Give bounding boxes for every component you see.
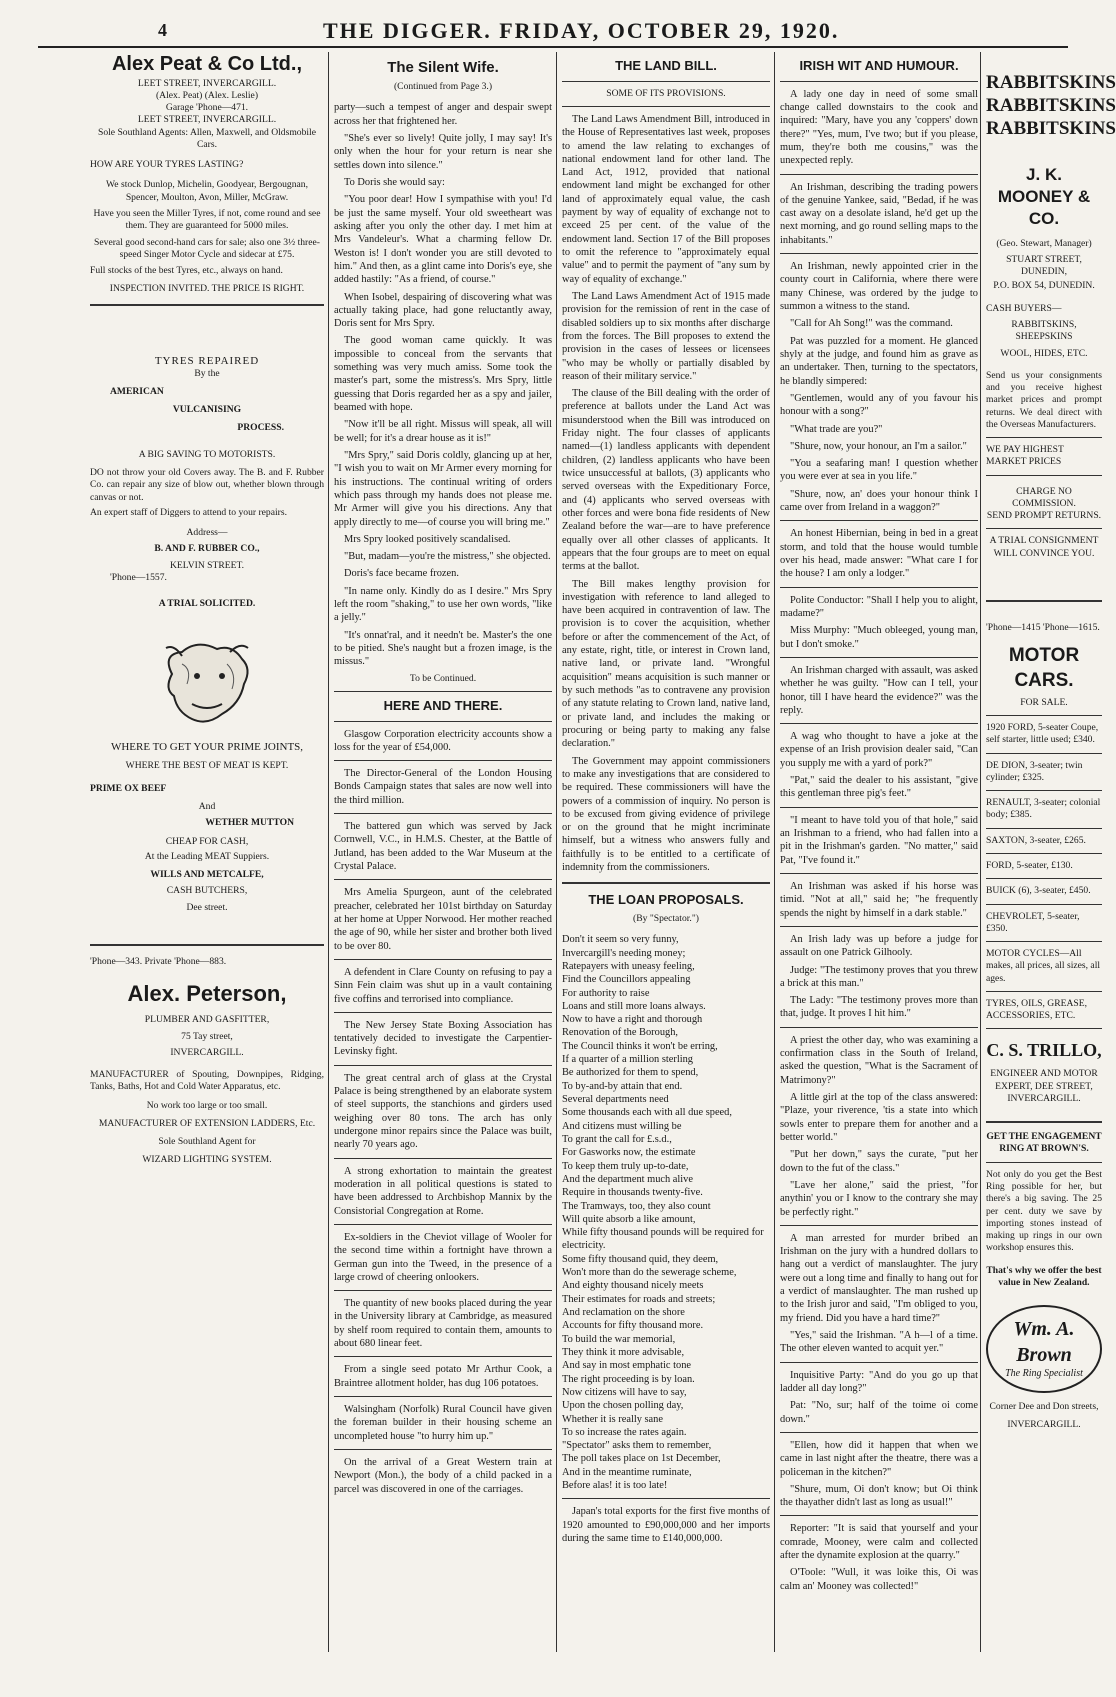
peat-stocks: Full stocks of the best Tyres, etc., always on hand. <box>90 265 283 277</box>
rabbitskins-line: RABBITSKINS <box>986 94 1116 116</box>
silent-para: party—such a tempest of anger and despair swept across her that frightened her. <box>334 102 552 127</box>
ring-why: That's why we offer the best value in New Zealand. <box>986 1264 1102 1288</box>
ring-title: GET THE ENGAGEMENT RING AT BROWN'S. <box>986 1131 1102 1155</box>
here-and-there-title: HERE AND THERE. <box>383 697 503 713</box>
verse-line: Their estimates for roads and streets; <box>562 1293 716 1305</box>
irish-para: "What trade are you?" <box>790 423 883 435</box>
silent-para: To Doris she would say: <box>344 177 445 189</box>
ring-body: Not only do you get the Best Ring possible for her, but there's a big saving. The 25 per cent. duty we save by importing stones instead of making up rings in our own workshop ensures this. <box>986 1168 1102 1254</box>
silent-para: "But, madam—you're the mistress," she objected. <box>344 551 551 563</box>
silent-wife-end: To be Continued. <box>409 672 477 684</box>
irish-para: An Irishman, newly appointed crier in the county court in California, where there were many Chinese, was ordered by the judge to summon a witness to the stand. <box>780 261 978 312</box>
motor-for-sale: FOR SALE. <box>1020 696 1068 708</box>
silent-para: The good woman came quickly. It was impossible to conceal from the servants that something was very much amiss. Some took the master's part, some the mistress's. Mrs Spry, little guessing that Doris regarded her as a spy and jailer, beamed with hope. <box>334 335 552 414</box>
rabbitskins-line: RABBITSKINS <box>986 117 1116 139</box>
verse-line: And say in most emphatic tone <box>562 1360 691 1372</box>
car-item: BUICK (6), 3-seater, £450. <box>986 885 1091 897</box>
newspaper-page <box>38 18 1116 1686</box>
trillo-sub: ENGINEER AND MOTOR EXPERT, DEE STREET, INVERCARGILL. <box>990 1068 1098 1104</box>
here-para: A strong exhortation to maintain the greatest moderation in all political questions is stated to have been addressed to Archbishop Mannix by the Consistorial Congregation at Rome. <box>334 1165 552 1217</box>
mooney-street: STUART STREET, DUNEDIN, <box>1006 253 1082 278</box>
meat-beef: PRIME OX BEEF <box>90 782 167 794</box>
tyres-title: TYRES REPAIRED <box>154 354 260 367</box>
peat-stock: We stock Dunlop, Michelin, Goodyear, Bergougnan, Spencer, Moulton, Avon, Miller, McGraw. <box>106 179 308 203</box>
column-rule <box>556 52 557 1652</box>
peterson-town: INVERCARGILL. <box>170 1046 244 1058</box>
irish-para: A little girl at the top of the class answered: "Plaze, your riverence, 'tis a state into which sowls enter to prepare them for another and a better world." <box>780 1092 978 1143</box>
irish-para: "Put her down," says the curate, "put her down to the fut of the class." <box>780 1149 978 1174</box>
silent-wife-title: The Silent Wife. <box>387 59 499 76</box>
tyres-company: B. AND F. RUBBER CO., <box>154 543 260 555</box>
tyres-company2: VULCANISING <box>172 404 242 416</box>
mooney-send: Send us your consignments and you receive highest market prices and prompt returns. We deal direct with the Overseas Manufacturers. <box>986 369 1102 430</box>
brown-logo-sub: The Ring Specialist <box>1005 1368 1083 1380</box>
column-rule <box>980 52 981 1652</box>
verse-line: The right proceeding is by loan. <box>562 1373 695 1385</box>
rabbitskins-line: RABBITSKINS <box>986 72 1116 93</box>
peterson-ladders: MANUFACTURER OF EXTENSION LADDERS, Etc. <box>98 1117 316 1129</box>
ox-head-illustration <box>152 634 262 734</box>
here-para: The New Jersey State Boxing Association has tentatively decided to investigate the Carpentier-Levinsky fight. <box>334 1019 552 1058</box>
peterson-manufacturer: MANUFACTURER of Spouting, Downpipes, Ridging, Tanks, Baths, Hot and Cold Water Apparatus, etc. <box>90 1069 324 1093</box>
silent-para: Doris's face became frozen. <box>344 568 459 580</box>
tyres-by: By the <box>194 367 220 379</box>
verse-line: For authority to raise <box>562 987 650 999</box>
irish-para: "Ellen, how did it happen that when we came in last night after the theatre, there was a policeman in the kitchen?" <box>780 1439 978 1478</box>
peat-question: HOW ARE YOUR TYRES LASTING? <box>90 159 244 171</box>
mooney-box: P.O. BOX 54, DUNEDIN. <box>993 280 1095 292</box>
peat-street: LEET STREET, INVERCARGILL. <box>137 77 277 89</box>
column-rule <box>774 52 775 1652</box>
land-para: The Government may appoint commissioners to make any investigations that are considered to be required. These commissioners will have the powers of a commission of inquiry. No person is to be excused from giving evidence of privilege or on the ground that he might incriminate himself, but a witness who answers fully and faithfully is to be entitled to a certificate of indemnity from the commissioners. <box>562 755 770 874</box>
irish-para: An Irishman charged with assault, was asked whether he was guilty. "How can I tell, your honor, till I have heard the evidence?" was the reply. <box>780 664 978 716</box>
verse-line: Whether it is really sane <box>562 1413 663 1425</box>
car-item: DE DION, 3-seater; twin cylinder; £325. <box>986 759 1083 783</box>
meat-cheap: CHEAP FOR CASH, <box>165 835 249 847</box>
motor-phones: 'Phone—1415 'Phone—1615. <box>986 621 1100 633</box>
tyres-company3: PROCESS. <box>237 422 284 434</box>
verse-line: Will quite absorb a like amount, <box>562 1213 696 1225</box>
tyres-phone: 'Phone—1557. <box>110 571 167 583</box>
verse-line: And reclamation on the shore <box>562 1307 685 1319</box>
irish-para: An honest Hibernian, being in bed in a great storm, and told that the house would tumble over his head, made answer: "What care I for the house? I am only a lodger." <box>780 528 978 580</box>
here-para: A defendent in Clare County on refusing to pay a Sinn Fein claim was shut up in a vault containing five coffins and terrorised into compliance. <box>334 966 552 1005</box>
masthead <box>38 18 1068 48</box>
irish-para: "Call for Ah Song!" was the command. <box>790 318 953 330</box>
verse-line: While fifty thousand pounds will be required for electricity. <box>562 1227 764 1252</box>
verse-line: If a quarter of a million sterling <box>562 1054 693 1066</box>
irish-para: A wag who thought to have a joke at the expense of an Irish provision dealer said, "Can you supply me with a yard of pork?" <box>780 731 978 769</box>
verse-line: To build the war memorial, <box>562 1333 676 1345</box>
mooney-send-returns: SEND PROMPT RETURNS. <box>986 510 1102 522</box>
here-para: The Director-General of the London Housing Bonds Campaign states that sales are now well into the third million. <box>334 768 552 806</box>
peat-street2: LEET STREET, INVERCARGILL. <box>137 114 277 126</box>
irish-para: "Yes," said the Irishman. "A h—l of a time. The other eleven wanted to acquit yer." <box>780 1330 978 1355</box>
verse-line: Loans and still more loans always. <box>562 1000 706 1012</box>
column-irish-wit <box>780 52 978 1652</box>
verse-line: They think it more advisable, <box>562 1346 685 1358</box>
verse-line: Now citizens will have to say, <box>562 1386 687 1398</box>
column-land-bill <box>562 52 770 1652</box>
trillo-name: C. S. TRILLO, <box>986 1040 1102 1061</box>
masthead-title: THE DIGGER. FRIDAY, OCTOBER 29, 1920. <box>323 18 840 43</box>
silent-para: "Now it'll be all right. Missus will speak, all will be well; for it's a drear house as it is!" <box>334 419 552 444</box>
column-rule <box>328 52 329 1652</box>
meat-street: Dee street. <box>186 901 228 913</box>
land-para: The Bill makes lengthy provision for investigation with reference to land alleged to have been acquired in contravention of law. The provision is to cover the acquisition, whether before or after the commencement of the Act, of any estate, right, title, or interest in Crown land, native land, or private land. "Wrongful acquisition" means acquisition is such manner or by such methods "as to contravene any provision of any statute relating to Crown land, native land, or private land, and includes the making or procuring or being party to making any false declaration." <box>562 578 770 750</box>
verse-line: To keep them truly up-to-date, <box>562 1160 689 1172</box>
silent-para: "She's ever so lively! Quite jolly, I may say! It's only when the hour for your return is near she settles down into silence." <box>334 133 552 171</box>
brown-logo <box>986 1305 1102 1393</box>
land-bill-title: THE LAND BILL. <box>615 58 717 73</box>
peterson-no-work: No work too large or too small. <box>146 1099 268 1111</box>
peat-name: Alex Peat & Co Ltd., <box>111 53 303 75</box>
motor-title: MOTOR CARS. <box>1008 645 1080 691</box>
irish-para: "I meant to have told you of that hole," said an Irishman to a friend, who had fallen into a pit in the Irishman's garden. "No matter," said Pat, "I've found it." <box>780 814 978 866</box>
verse-line: And the department much alive <box>562 1173 693 1185</box>
irish-para: "You a seafaring man! I question whether you were ever at sea in you life." <box>780 458 978 483</box>
meat-title: WHERE TO GET YOUR PRIME JOINTS, <box>110 741 304 754</box>
irish-para: A lady one day in need of some small change called downstairs to the cook and inquired: "Mary, have you any 'coppers' down there?" "Yes, mum, I've two; but if you please, mum, they're both me cousins," was the unexpected reply. <box>780 88 978 167</box>
meat-sub: WHERE THE BEST OF MEAT IS KEPT. <box>125 760 289 772</box>
irish-para: An Irish lady was up before a judge for assault on one Patrick Gilhooly. <box>780 933 978 959</box>
mooney-goods1: RABBITSKINS, SHEEPSKINS <box>1011 318 1077 343</box>
here-para: On the arrival of a Great Western train at Newport (Mon.), the body of a child packed in a parcel was discovered in one of the carriages. <box>334 1456 552 1495</box>
verse-line: The poll takes place on 1st December, <box>562 1453 721 1465</box>
peterson-street: 75 Tay street, <box>181 1030 233 1042</box>
verse-line: To by-and-by attain that end. <box>562 1080 683 1092</box>
peterson-trade: PLUMBER AND GASFITTER, <box>144 1014 270 1026</box>
irish-para: Reporter: "It is said that yourself and your comrade, Mooney, were calm and collected after the dynamite explosion at the quarry." <box>780 1523 978 1562</box>
car-item: SAXTON, 3-seater, £265. <box>986 834 1086 846</box>
peterson-wizard: WIZARD LIGHTING SYSTEM. <box>142 1154 272 1166</box>
silent-para: "You poor dear! How I sympathise with you! I'd be just the same myself. Your old sweetheart was asking after you only the other day. I met him at Mrs Vandeleur's. What a charming fellow Dr. Weston is! I don't wonder you are still devoted to him." And then, as a glint came into Doris's eye, she added hastily: "As a friend, of course." <box>334 194 552 286</box>
irish-para: "Shure, now, your honour, an I'm a sailor." <box>790 440 967 452</box>
here-para: Mrs Amelia Spurgeon, aunt of the celebrated preacher, celebrated her 101st birthday on Saturday at her home at Upper Norwood. Her mother reached the age of 90, while her sister and brother both lived to be over 80. <box>334 887 552 952</box>
peat-partners: (Alex. Peat) (Alex. Leslie) <box>155 89 259 101</box>
peat-phone: Garage 'Phone—471. <box>165 102 249 114</box>
verse-line: Renovation of the Borough, <box>562 1027 679 1039</box>
verse-line: For Gasworks now, the estimate <box>562 1147 696 1159</box>
meat-leading: At the Leading MEAT Suppiers. <box>144 850 270 862</box>
verse-line: Find the Councillors appealing <box>562 974 691 986</box>
irish-para: O'Toole: "Wull, it was loike this, Oi was calm an' Mooney was collected!" <box>780 1567 978 1592</box>
meat-and: And <box>198 800 216 812</box>
here-para: Ex-soldiers in the Cheviot village of Wooler for the second time within a fortnight have thrown a German gun into the Tweed, in the presence of a large crowd of cheering onlookers. <box>334 1231 552 1283</box>
verse-line: Invercargill's needing money; <box>562 947 686 959</box>
silent-wife-continued: (Continued from Page 3.) <box>393 81 493 93</box>
here-para: The battered gun which was served by Jack Cornwell, V.C., in H.M.S. Chester, at the Battle of Jutland, has been added to the War Museum at the Crystal Palace. <box>334 821 552 873</box>
silent-para: Mrs Spry looked positively scandalised. <box>344 533 511 545</box>
peat-inspection: INSPECTION INVITED. THE PRICE IS RIGHT. <box>109 283 305 295</box>
verse-line: Several departments need <box>562 1094 669 1106</box>
irish-para: "Lave her alone," said the priest, "for anythin' you or I know to the contrary she may be perfectly right." <box>780 1179 978 1218</box>
verse-line: Require in thousands twenty-five. <box>562 1187 703 1199</box>
car-item: MOTOR CYCLES—All makes, all prices, all sizes, all ages. <box>986 948 1101 984</box>
car-item: 1920 FORD, 5-seater Coupe, self starter, little used; £340. <box>986 722 1099 746</box>
loan-title: THE LOAN PROPOSALS. <box>588 892 744 908</box>
silent-para: "In name only. Kindly do as I desire." Mrs Spry left the room "shaking," to use her own words, "like a jelly." <box>334 585 552 624</box>
mooney-manager: (Geo. Stewart, Manager) <box>996 237 1092 249</box>
irish-para: Inquisitive Party: "And do you go up that ladder all day long?" <box>780 1369 978 1394</box>
irish-para: "Pat," said the dealer to his assistant, "give this gentleman three pig's feet." <box>780 775 978 800</box>
irish-para: A priest the other day, who was examining a confirmation class in the South of Ireland, asked the question, "What is the Sacrament of Matrimony?" <box>780 1034 978 1086</box>
tyres-saving: A BIG SAVING TO MOTORISTS. <box>138 448 276 460</box>
here-para: The quantity of new books placed during the year in the University library at Cambridge, as measured by shelf room required to contain them, amounts to about 680 linear feet. <box>334 1298 552 1350</box>
verse-line: Some fifty thousand quid, they deem, <box>562 1253 719 1265</box>
peat-miller: Have you seen the Miller Tyres, if not, come round and see them. They are guaranteed for 5000 miles. <box>93 207 321 232</box>
silent-para: When Isobel, despairing of discovering what was actually taking place, had gone reluctantly away, Doris sent for Mrs Spry. <box>334 291 552 330</box>
brown-logo-name: Wm. A. Brown <box>1013 1318 1075 1366</box>
verse-line: Upon the chosen polling day, <box>562 1400 684 1412</box>
verse-line: Before alas! it is too late! <box>562 1480 668 1492</box>
verse-line: Don't it seem so very funny, <box>562 934 679 946</box>
here-para: Glasgow Corporation electricity accounts show a loss for the year of £54,000. <box>334 728 552 753</box>
verse-line: Ratepayers with uneasy feeling, <box>562 960 695 972</box>
silent-para: "Mrs Spry," said Doris coldly, glancing up at her, "I wish you to wait on Mr Armer every morning for his instructions. The continual writing of orders which pass through my hands does not please me. Mr Armer will give you his directions. Any that apply directly to me—of course you will bring me." <box>334 449 552 528</box>
car-item: RENAULT, 3-seater; colonial body; £385. <box>986 797 1101 821</box>
verse-line: And eighty thousand nicely meets <box>562 1280 704 1292</box>
car-item: TYRES, OILS, GREASE, ACCESSORIES, ETC. <box>986 997 1088 1022</box>
verse-line: Some thousands each with all due speed, <box>562 1107 732 1119</box>
tyres-trial: A TRIAL SOLICITED. <box>158 598 256 610</box>
here-para: From a single seed potato Mr Arthur Cook, a Braintree allotment holder, has dug 106 potatoes. <box>334 1364 552 1389</box>
peat-agents: Sole Southland Agents: Allen, Maxwell, and Oldsmobile Cars. <box>98 126 316 150</box>
land-bill-sub: SOME OF ITS PROVISIONS. <box>606 87 726 99</box>
irish-para: "Shure, now, an' does your honour think I came over from Ireland in a waggon?" <box>780 488 978 514</box>
meat-firm: WILLS AND METCALFE, <box>150 869 264 881</box>
irish-para: Miss Murphy: "Much obleeged, young man, but I don't smoke." <box>780 625 978 650</box>
verse-line: Won't more than do the sewerage scheme, <box>562 1267 737 1279</box>
verse-line: Now to have a right and thorough <box>562 1014 703 1026</box>
irish-para: An Irishman, describing the trading powers of the genuine Yankee, said, "Bedad, if he was cast away on a desolate island, he'd get up the next morning, and go round selling maps to the inhabitants." <box>780 181 978 246</box>
meat-butchers: CASH BUTCHERS, <box>166 885 248 897</box>
peterson-phones: 'Phone—343. Private 'Phone—883. <box>90 955 227 967</box>
brown-town: INVERCARGILL. <box>1007 1419 1081 1431</box>
peat-secondhand: Several good second-hand cars for sale; also one 3½ three-speed Singer Motor Cycle and sidecar at £75. <box>94 236 320 260</box>
verse-line: To grant the call for £.s.d., <box>562 1133 672 1145</box>
tyres-body2: An expert staff of Diggers to attend to your repairs. <box>90 506 287 518</box>
mooney-pay: WE PAY HIGHEST MARKET PRICES <box>986 444 1064 468</box>
irish-para: An Irishman was asked if his horse was timid. "Not at all," said he; "he frequently spends the night by himself in a dark stable." <box>780 880 978 919</box>
tyres-company1: AMERICAN <box>110 385 164 397</box>
verse-line: Be authorized for them to spend, <box>562 1067 699 1079</box>
column-silent-wife <box>334 52 552 1652</box>
verse-line: To so increase the rates again. <box>562 1426 687 1438</box>
irish-para: "Gentlemen, would any of you favour his honour with a song?" <box>780 392 978 418</box>
page-number: 4 <box>158 20 167 40</box>
tyres-address-label: Address— <box>186 527 228 539</box>
mooney-buyers: CASH BUYERS— <box>986 302 1062 314</box>
mooney-trial: A TRIAL CONSIGNMENT WILL CONVINCE YOU. <box>989 535 1099 559</box>
irish-wit-title: IRISH WIT AND HUMOUR. <box>799 58 959 73</box>
verse-line: And in the meantime ruminate, <box>562 1466 692 1478</box>
verse-line: The Tramways, too, they also count <box>562 1200 711 1212</box>
peterson-name: Alex. Peterson, <box>127 981 287 1007</box>
here-para: Walsingham (Norfolk) Rural Council have given the foreman builder in their housing scheme an uncompleted house "to hurry him up." <box>334 1404 552 1442</box>
mooney-name: J. K. MOONEY & CO. <box>997 165 1091 228</box>
land-para: The Land Laws Amendment Act of 1915 made provision for the remission of rent in the case of disabled soldiers up to six months after discharge from the forces. The Bill proposes to extend the provision in the cases of lessees or licensees "who may be wholly or partially disabled by reason of their military service." <box>562 290 770 382</box>
brown-corner: Corner Dee and Don streets, <box>989 1401 1099 1413</box>
verse-line: Accounts for fifty thousand more. <box>562 1320 704 1332</box>
irish-para: The Lady: "The testimony proves more than that, judge. It proves I hit him." <box>780 995 978 1020</box>
verse-line: And citizens must willing be <box>562 1120 682 1132</box>
mooney-charge: CHARGE NO COMMISSION. <box>1012 485 1076 509</box>
verse-line: "Spectator" asks them to remember, <box>562 1440 712 1452</box>
irish-para: A man arrested for murder bribed an Irishman on the jury with a hundred dollars to hang out a verdict of manslaughter. The jury were out a long time and finally to hang out for a verdict of manslaughter. The man rushed up to the Irish juror and said, "I'm obliged to you, my friend. Did you have a hard time?" <box>780 1232 978 1324</box>
here-para: The great central arch of glass at the Crystal Palace is being strengthened by an elaborate system of steel supports, the stanchions and girders used weighing over 80 tons. The arch has only undergone minor repairs since the Palace was built, nearly 70 years ago. <box>334 1072 552 1151</box>
land-para: The clause of the Bill dealing with the order of preference at ballots under the Land Act was misunderstood when the Bill was introduced on Friday night. The four classes of applicants named—(1) landless applicants with dependent children, (2) landless applicants who have been twice unsuccessful at ballots, (3) applicants who served overseas with the Expeditionary Force, and (4) applicants who served overseas with other forces and were bona fide residents of New Zealand before the war—are to have preference equally over all other classes of applicants. It appears that the four groups are to meet on equal terms at the ballot. <box>562 388 770 573</box>
meat-mutton: WETHER MUTTON <box>205 817 294 829</box>
japan-exports: Japan's total exports for the first five months of 1920 amounted to £90,000,000 and her imports during the same time to £140,000,000. <box>562 1506 770 1545</box>
irish-para: Judge: "The testimony proves that you threw a brick at this man." <box>780 964 978 989</box>
irish-para: Polite Conductor: "Shall I help you to alight, madame?" <box>780 594 978 619</box>
tyres-street: KELVIN STREET. <box>169 559 245 571</box>
loan-byline: (By "Spectator.") <box>633 913 699 925</box>
column-ads-right <box>986 52 1116 1652</box>
irish-para: Pat: "No, sur; half of the toime oi come down." <box>780 1400 978 1425</box>
irish-para: "Shure, mum, Oi don't know; but Oi think the thayather didn't last as long as usual!" <box>780 1483 978 1509</box>
car-item: CHEVROLET, 5-seater, £350. <box>986 910 1080 934</box>
peterson-agent: Sole Southland Agent for <box>158 1136 256 1148</box>
column-ads-left <box>90 52 324 1652</box>
silent-para: "It's onnat'ral, and it needn't be. Master's the one to be pitied. She's naught but a frozen image, is the missus." <box>334 629 552 668</box>
tyres-body1: DO not throw your old Covers away. The B. and F. Rubber Co. can repair any size of blow out, whether blown through canvas or not. <box>90 466 324 503</box>
land-para: The Land Laws Amendment Bill, introduced in the House of Representatives last week, proposes to amend the law relating to exchanges of national endowment land for other land. The Land Act, 1912, provided that national endowment land might be exchanged for other land of approximately equal value, the cash payment by way of equality of exchange not to exceed 25 per cent. of the value of the endowment land. Section 17 of the Bill proposes to omit the reference to "approximately equal value" and to permit the payment of "any sum by way of equality of exchange." <box>562 113 770 285</box>
irish-para: Pat was puzzled for a moment. He glanced shyly at the judge, and found him as grave as an undertaker. Then, turning to the spectators, he blandly simpered: <box>780 335 978 387</box>
car-item: FORD, 5-seater, £130. <box>986 859 1073 871</box>
verse-line: The Council thinks it won't be erring, <box>562 1040 718 1052</box>
mooney-goods2: WOOL, HIDES, ETC. <box>1000 347 1088 359</box>
